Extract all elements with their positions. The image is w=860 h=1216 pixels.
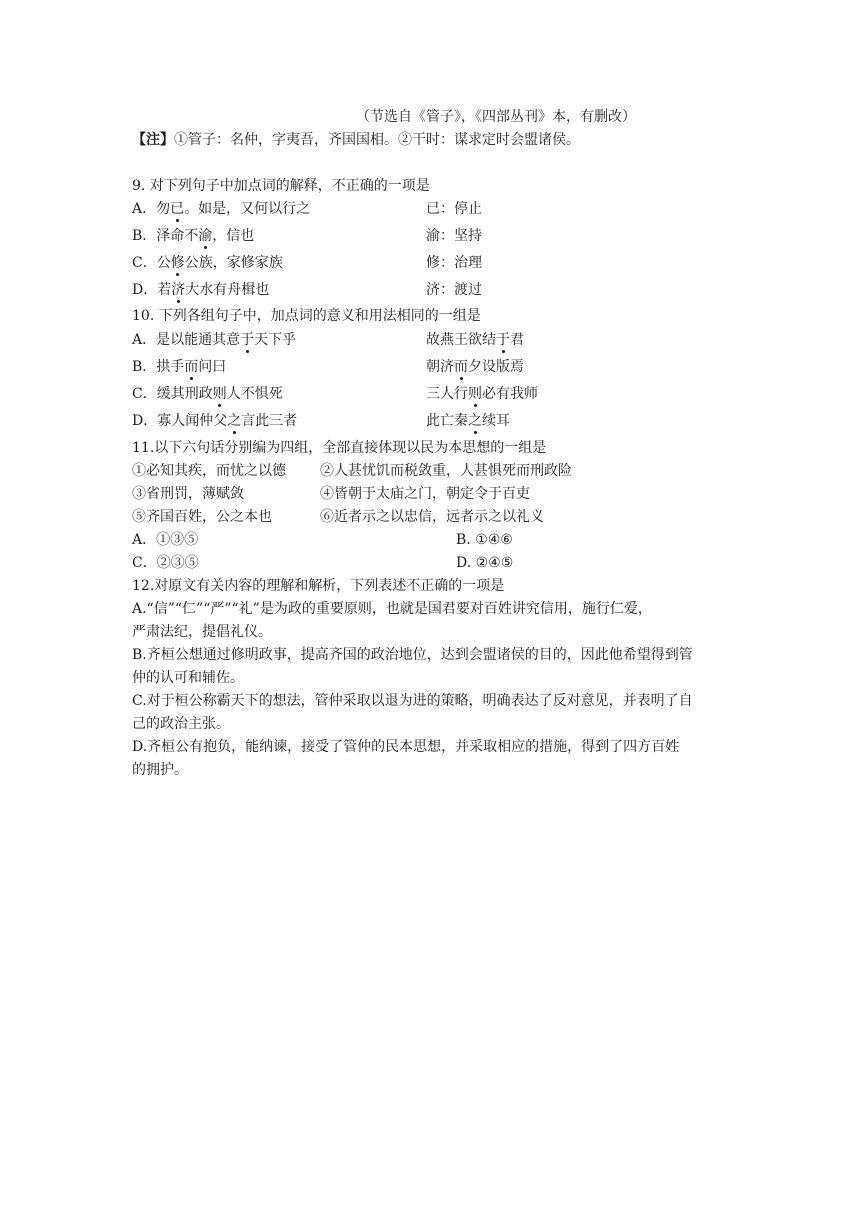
dotted-word: 修 [170,255,185,271]
dotted-word: 渝 [198,228,213,244]
dotted-word: 之 [227,413,242,429]
q11-answer-b: B. ①④⑥ [456,532,513,548]
q11-item-2: ②人甚忧饥而税敛重，人甚惧死而刑政险 [320,463,572,479]
q12-option-c-line1: C.对于桓公称霸天下的想法，管仲采取以退为进的策略，明确表达了反对意见，并表明了自 [132,693,693,709]
q9-explain-c: 修：治理 [426,255,482,271]
q11-item-6: ⑥近者示之以忠信，远者示之以礼义 [320,509,544,525]
q10-option-c-right: 三人行则必有我师 [426,386,538,402]
q12-option-d-line1: D.齐桓公有抱负，能纳谏，接受了管仲的民本思想，并采取相应的措施，得到了四方百姓 [132,739,680,755]
q10-option-a-right: 故燕王欲结于君 [426,332,524,348]
source-citation: （节选自《管子》，《四部丛刊》本，有删改） [356,109,636,125]
note-text: ①管子：名仲，字夷吾，齐国国相。②干时：谋求定时会盟诸侯。 [174,132,580,148]
q12-stem: 12.对原文有关内容的理解和解析，下列表述不正确的一项是 [132,578,505,594]
q12-option-d-line2: 的拥护。 [132,762,188,778]
q9-option-d: D．若济大水有舟楫也 [132,282,270,298]
q9-explain-b: 渝：坚持 [426,228,482,244]
q9-explain-d: 济：渡过 [426,282,482,298]
q12-option-a-line1: A.“信”“仁”“严”“礼”是为政的重要原则，也就是国君要对百姓讲究信用，施行仁爱， [132,601,652,617]
dotted-word: 而 [184,359,199,375]
q9-option-c: C．公修公族，家修家族 [132,255,283,271]
q11-answer-d: D. ②④⑤ [456,555,514,571]
q10-option-c-left: C．缓其刑政则人不惧死 [132,386,283,402]
q12-option-c-line2: 己的政治主张。 [132,716,230,732]
dotted-word: 已 [170,201,185,217]
dotted-word: 于 [240,332,255,348]
dotted-word: 济 [171,282,186,298]
note-label: 【注】 [132,132,174,148]
q10-option-a-left: A．是以能通其意于天下乎 [132,332,297,348]
q11-item-4: ④皆朝于太庙之门，朝定令于百吏 [320,486,530,502]
dotted-word: 于 [496,332,510,348]
q11-item-5: ⑤齐国百姓，公之本也 [132,509,272,525]
q9-option-a: A．勿已。如是，又何以行之 [132,201,311,217]
q10-option-b-left: B．拱手而问曰 [132,359,227,375]
q9-stem: 9. 对下列句子中加点词的解释，不正确的一项是 [132,178,430,194]
q10-option-b-right: 朝济而夕设版焉 [426,359,524,375]
q11-answer-a: A．①③⑤ [132,532,199,548]
q9-option-b: B．泽命不渝，信也 [132,228,255,244]
q12-option-b-line2: 仲的认可和辅佐。 [132,670,244,686]
dotted-word: 之 [468,413,482,429]
q11-item-3: ③省刑罚，薄赋敛 [132,486,244,502]
q11-answer-c: C．②③⑤ [132,555,199,571]
q11-item-1: ①必知其疾，而忧之以德 [132,463,286,479]
q10-option-d-left: D．寡人闻仲父之言此三者 [132,413,298,429]
annotation-note [132,131,580,149]
dotted-word: 则 [468,386,482,402]
q11-stem: 11.以下六句话分别编为四组，全部直接体现以民为本思想的一组是 [132,440,547,456]
q10-option-d-right: 此亡秦之续耳 [426,413,510,429]
dotted-word: 则 [212,386,227,402]
q9-explain-a: 已：停止 [426,201,482,217]
q10-stem: 10. 下列各组句子中，加点词的意义和用法相同的一组是 [132,308,481,324]
dotted-word: 而 [454,359,468,375]
q12-option-a-line2: 严肃法纪，提倡礼仪。 [132,624,272,640]
q12-option-b-line1: B.齐桓公想通过修明政事，提高齐国的政治地位，达到会盟诸侯的目的，因此他希望得到管 [132,647,693,663]
